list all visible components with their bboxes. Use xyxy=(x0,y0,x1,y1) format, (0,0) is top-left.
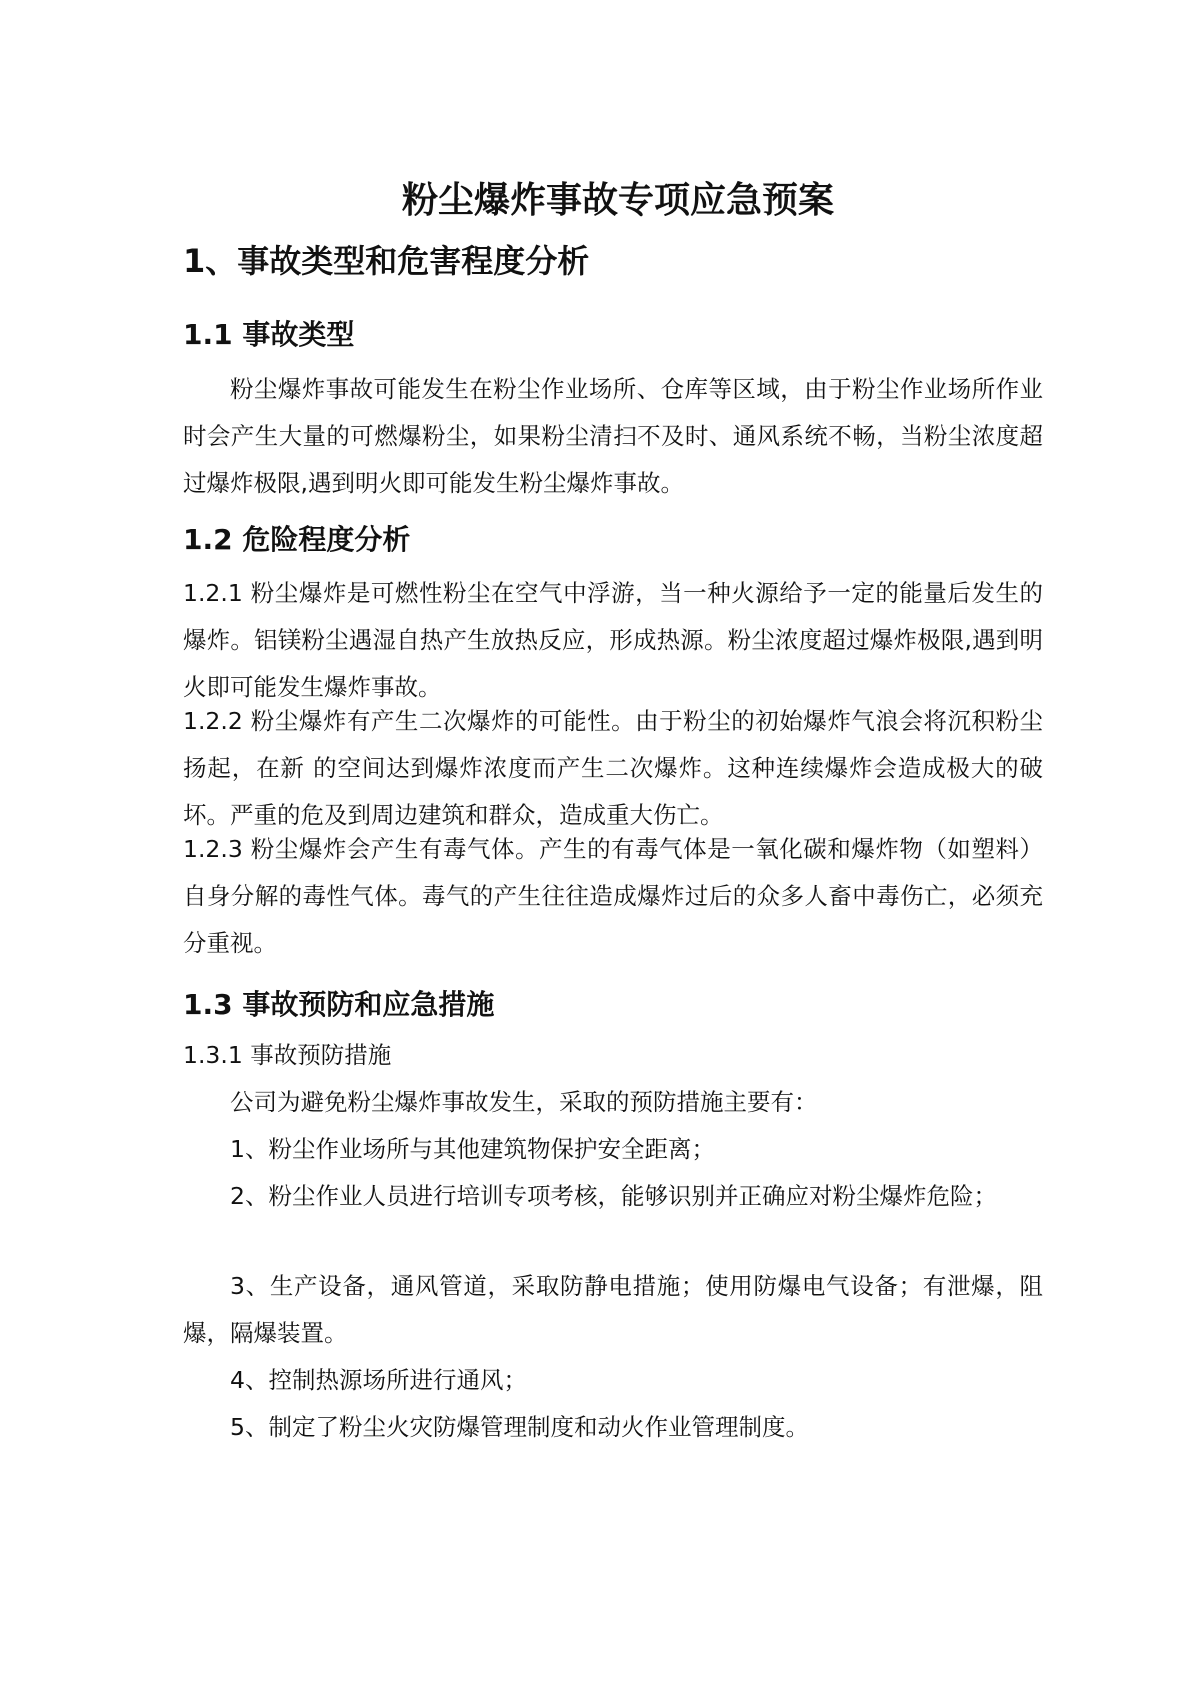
measure-item-1: 1、粉尘作业场所与其他建筑物保护安全距离； xyxy=(230,1135,715,1163)
measures-intro: 公司为避免粉尘爆炸事故发生，采取的预防措施主要有： xyxy=(230,1088,818,1116)
section-1-2-heading: 1.2 危险程度分析 xyxy=(183,523,411,556)
section-1-3-heading: 1.3 事故预防和应急措施 xyxy=(183,988,495,1021)
measure-item-5: 5、制定了粉尘火灾防爆管理制度和动火作业管理制度。 xyxy=(230,1413,809,1441)
section-1-1-paragraph: 粉尘爆炸事故可能发生在粉尘作业场所、仓库等区域，由于粉尘作业场所作业时会产生大量的可燃爆粉尘，如果粉尘清扫不及时、通风系统不畅，当粉尘浓度超过爆炸极限,遇到明火即可能发生粉尘爆炸事故。 xyxy=(183,375,1043,497)
section-1-heading: 1、事故类型和危害程度分析 xyxy=(183,242,590,280)
section-1-3-1-heading: 1.3.1 事故预防措施 xyxy=(183,1041,392,1069)
section-1-2-1-paragraph: 1.2.1 粉尘爆炸是可燃性粉尘在空气中浮游，当一种火源给予一定的能量后发生的爆炸。铝镁粉尘遇湿自热产生放热反应，形成热源。粉尘浓度超过爆炸极限,遇到明火即可能发生爆炸事故。 xyxy=(183,579,1043,701)
measure-item-3: 3、生产设备，通风管道，采取防静电措施；使用防爆电气设备；有泄爆，阻爆，隔爆装置。 xyxy=(183,1272,1043,1347)
document-title: 粉尘爆炸事故专项应急预案 xyxy=(401,180,834,221)
section-1-2-3-paragraph: 1.2.3 粉尘爆炸会产生有毒气体。产生的有毒气体是一氧化碳和爆炸物（如塑料）自身分解的毒性气体。毒气的产生往往造成爆炸过后的众多人畜中毒伤亡，必须充分重视。 xyxy=(183,835,1043,957)
section-1-1-heading: 1.1 事故类型 xyxy=(183,318,355,351)
measure-item-4: 4、控制热源场所进行通风； xyxy=(230,1366,527,1394)
section-1-2-2-paragraph: 1.2.2 粉尘爆炸有产生二次爆炸的可能性。由于粉尘的初始爆炸气浪会将沉积粉尘扬起，在新 的空间达到爆炸浓度而产生二次爆炸。这种连续爆炸会造成极大的破坏。严重的危及到周边建筑和群众，造成重大伤亡。 xyxy=(183,707,1043,829)
measure-item-2: 2、粉尘作业人员进行培训专项考核，能够识别并正确应对粉尘爆炸危险； xyxy=(230,1182,997,1210)
